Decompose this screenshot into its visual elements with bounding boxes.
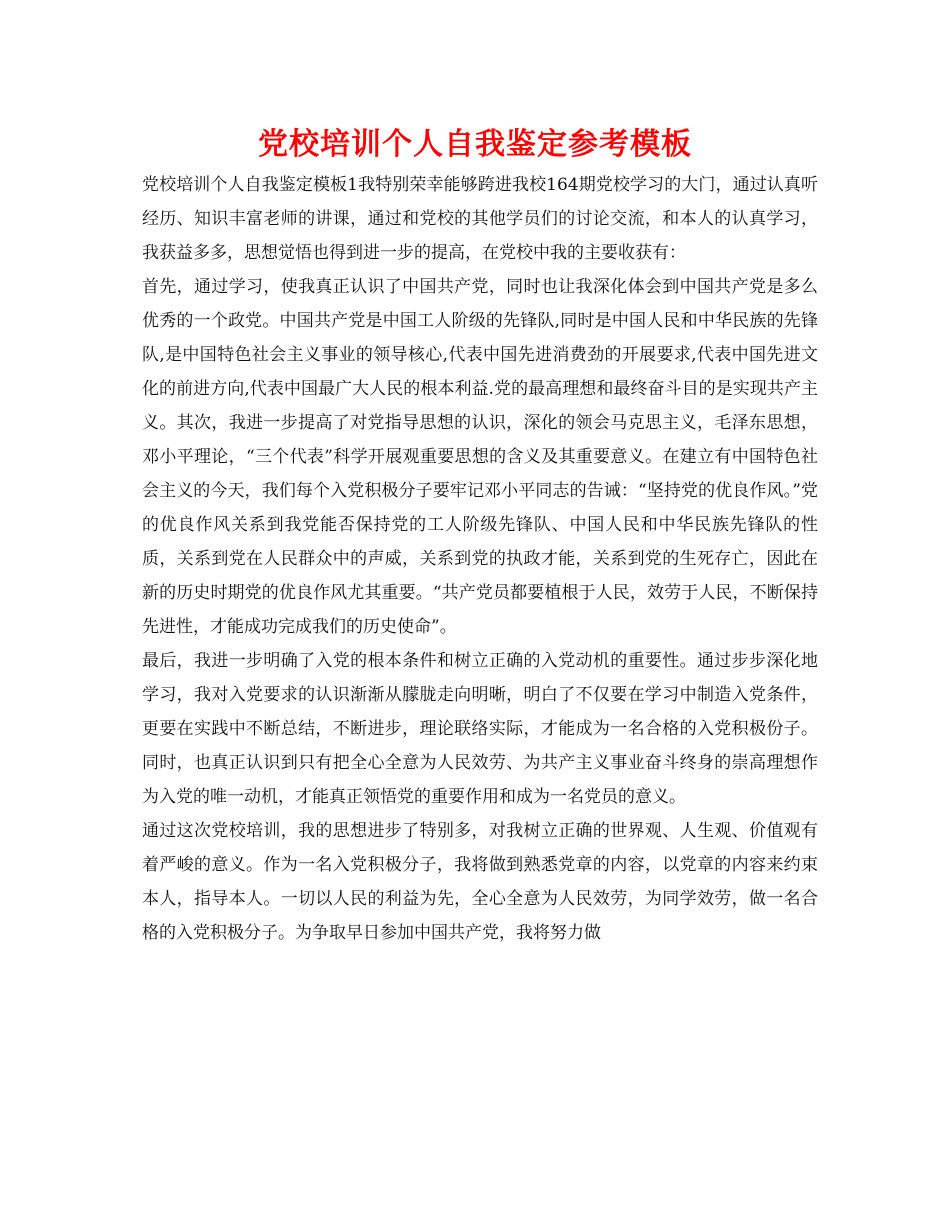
document-body [142, 168, 818, 950]
paragraph-last: 最后，我进一步明确了入党的根本条件和树立正确的入党动机的重要性。通过步步深化地学习，我对入党要求的认识渐渐从朦胧走向明晰，明白了不仅要在学习中制造入党条件，更要在实践中不断总结，不断进步，理论联络实际，才能成为一名合格的入党积极份子。同时，也真正认识到只有把全心全意为人民效劳、为共产主义事业奋斗终身的崇高理想作为入党的唯一动机，才能真正领悟党的重要作用和成为一名党员的意义。 [142, 651, 818, 807]
document-title: 党校培训个人自我鉴定参考模板 [258, 127, 692, 162]
paragraph-intro: 党校培训个人自我鉴定模板1我特别荣幸能够跨进我校164期党校学习的大门，通过认真听经历、知识丰富老师的讲课，通过和党校的其他学员们的讨论交流，和本人的认真学习，我获益多多，思想觉悟也得到进一步的提高，在党校中我的主要收获有： [142, 175, 818, 263]
paragraph-conclusion: 通过这次党校培训，我的思想进步了特别多，对我树立正确的世界观、人生观、价值观有着严峻的意义。作为一名入党积极分子，我将做到熟悉党章的内容，以党章的内容来约束本人，指导本人。一切以人民的利益为先，全心全意为人民效劳，为同学效劳，做一名合格的入党积极分子。为争取早日参加中国共产党，我将努力做 [142, 821, 818, 943]
paragraph-first: 首先，通过学习，使我真正认识了中国共产党，同时也让我深化体会到中国共产党是多么优秀的一个政党。中国共产党是中国工人阶级的先锋队,同时是中国人民和中华民族的先锋队,是中国特色社会主义事业的领导核心,代表中国先进消费劲的开展要求,代表中国先进文化的前进方向,代表中国最广大人民的根本利益.党的最高理想和最终奋斗目的是实现共产主义。其次，我进一步提高了对党指导思想的认识，深化的领会马克思主义，毛泽东思想，邓小平理论，“三个代表”科学开展观重要思想的含义及其重要意义。在建立有中国特色社会主义的今天，我们每个入党积极分子要牢记邓小平同志的告诫：“坚持党的优良作风。”党的优良作风关系到我党能否保持党的工人阶级先锋队、中国人民和中华民族先锋队的性质，关系到党在人民群众中的声威，关系到党的执政才能，关系到党的生死存亡，因此在新的历史时期党的优良作风尤其重要。“共产党员都要植根于人民，效劳于人民，不断保持先进性，才能成功完成我们的历史使命”。 [142, 277, 818, 637]
